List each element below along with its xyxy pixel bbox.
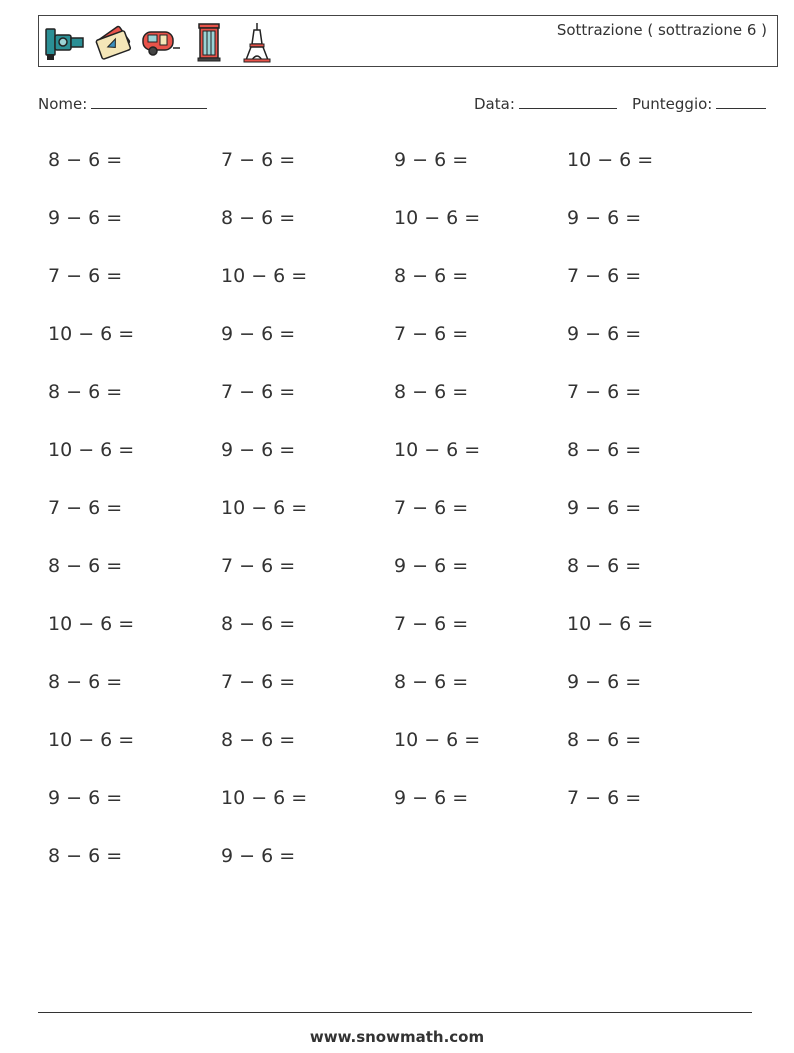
problem-item: 7 − 6 = [48,497,123,519]
footer-divider [38,1012,752,1013]
problem-item: 8 − 6 = [48,671,123,693]
problem-item: 10 − 6 = [48,729,135,751]
problem-item: 8 − 6 = [567,439,642,461]
problem-item: 8 − 6 = [221,207,296,229]
problem-item: 10 − 6 = [394,207,481,229]
problem-item: 10 − 6 = [221,787,308,809]
problem-item: 8 − 6 = [48,845,123,867]
problem-grid [48,146,748,900]
footer-site: www.snowmath.com [309,1028,485,1046]
problem-item: 8 − 6 = [221,729,296,751]
problem-item: 7 − 6 = [394,323,469,345]
problem-item: 7 − 6 = [221,381,296,403]
problem-item: 10 − 6 = [394,729,481,751]
problem-item: 10 − 6 = [48,323,135,345]
score-blank[interactable] [716,94,766,109]
name-blank[interactable] [91,94,207,109]
name-label: Nome: [38,95,88,113]
problem-item: 7 − 6 = [567,381,642,403]
problem-item: 8 − 6 = [394,671,469,693]
problem-item: 9 − 6 = [567,671,642,693]
score-field[interactable] [632,94,766,113]
problem-item: 9 − 6 = [567,497,642,519]
problem-item: 8 − 6 = [394,381,469,403]
problem-item: 10 − 6 = [48,613,135,635]
problem-item: 9 − 6 = [394,787,469,809]
problem-item: 7 − 6 = [567,787,642,809]
problem-item: 8 − 6 = [221,613,296,635]
problem-item: 9 − 6 = [221,845,296,867]
name-field[interactable] [38,94,207,113]
problem-item: 8 − 6 = [394,265,469,287]
problem-item: 10 − 6 = [394,439,481,461]
problem-item: 8 − 6 = [567,555,642,577]
date-field[interactable] [474,94,617,113]
problem-item: 9 − 6 = [567,207,642,229]
tickets-icon [91,20,135,64]
problem-item: 8 − 6 = [48,149,123,171]
date-label: Data: [474,95,515,113]
problem-item: 9 − 6 = [394,555,469,577]
problem-item: 9 − 6 = [221,439,296,461]
problem-item: 7 − 6 = [567,265,642,287]
tower-icon [235,20,279,64]
problem-item: 9 − 6 = [48,787,123,809]
problem-item: 10 − 6 = [567,149,654,171]
problem-item: 7 − 6 = [394,497,469,519]
problem-item: 7 − 6 = [221,555,296,577]
phone-booth-icon [187,20,231,64]
problem-item: 10 − 6 = [48,439,135,461]
score-label: Punteggio: [632,95,713,113]
problem-item: 10 − 6 = [567,613,654,635]
video-camera-icon [43,20,87,64]
problem-item: 9 − 6 = [567,323,642,345]
problem-item: 9 − 6 = [394,149,469,171]
problem-item: 8 − 6 = [567,729,642,751]
problem-item: 8 − 6 = [48,381,123,403]
problem-item: 10 − 6 = [221,497,308,519]
header-icons [43,20,279,64]
problem-item: 9 − 6 = [48,207,123,229]
worksheet-header [38,15,778,67]
date-blank[interactable] [519,94,617,109]
problem-item: 7 − 6 = [221,149,296,171]
caravan-icon [139,20,183,64]
problem-item: 7 − 6 = [48,265,123,287]
problem-item: 8 − 6 = [48,555,123,577]
problem-item: 7 − 6 = [394,613,469,635]
problem-item: 9 − 6 = [221,323,296,345]
worksheet-title: Sottrazione ( sottrazione 6 ) [556,21,767,39]
problem-item: 7 − 6 = [221,671,296,693]
problem-item: 10 − 6 = [221,265,308,287]
